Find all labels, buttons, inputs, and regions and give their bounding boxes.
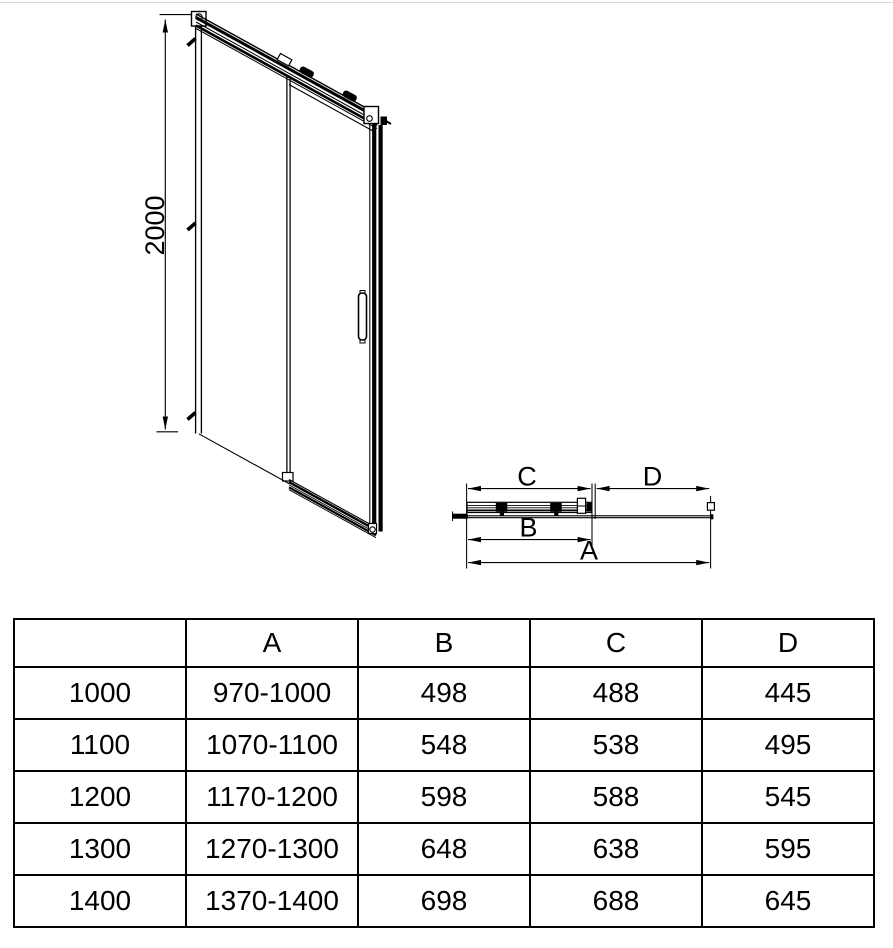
fixed-panel-bottom-edge [199,434,290,484]
table-cell: 1370-1400 [186,875,358,927]
table-cell: 1100 [14,719,186,771]
plan-right-bracket [707,503,714,511]
divider-foot-bracket [283,473,294,482]
table-cell: 598 [358,771,530,823]
table-cell: 1300 [14,823,186,875]
table-cell: 548 [358,719,530,771]
table-cell: 488 [530,667,702,719]
table-row [14,823,874,875]
header-cell-size [14,619,186,667]
dim-label-a: A [579,535,599,566]
table-cell: 1200 [14,771,186,823]
table-cell: 1000 [14,667,186,719]
table-cell: 698 [358,875,530,927]
dim-label-d: D [642,461,663,492]
table-cell: 495 [702,719,874,771]
table-cell: 970-1000 [186,667,358,719]
plan-roller-left [496,503,508,512]
table-row [14,771,874,823]
size-table [13,618,875,928]
header-cell-d: D [702,619,874,667]
dim-label-c: C [517,461,537,492]
bottom-rail [289,480,377,538]
table-cell: 1400 [14,875,186,927]
dim-label-b: B [519,512,538,543]
wall-anchor-bottom [188,413,196,420]
wall-anchor-top [188,39,196,46]
table-cell: 1270-1300 [186,823,358,875]
table-cell: 645 [702,875,874,927]
table-cell: 595 [702,823,874,875]
rail-end-bracket [381,117,388,126]
table-cell: 545 [702,771,874,823]
table-row [14,875,874,927]
dim-label-2000: 2000 [140,195,170,256]
header-cell-c: C [530,619,702,667]
dimension-c [468,462,591,492]
table-row [14,667,874,719]
plan-view [452,462,714,569]
header-cell-b: B [358,619,530,667]
table-cell: 445 [702,667,874,719]
right-frame [364,107,391,532]
door-handle [359,291,367,344]
table-header-row [14,619,874,667]
front-view [140,12,391,538]
table-cell: 588 [530,771,702,823]
table-cell: 648 [358,823,530,875]
dimension-d [597,462,710,492]
wall-anchor-middle [188,223,196,230]
table-cell: 498 [358,667,530,719]
plan-rail-end [587,503,593,512]
table-cell: 638 [530,823,702,875]
table-cell: 688 [530,875,702,927]
header-cell-a: A [186,619,358,667]
table-cell: 1170-1200 [186,771,358,823]
table-row [14,719,874,771]
table-cell: 538 [530,719,702,771]
table-cell: 1070-1100 [186,719,358,771]
dimension-b [468,513,591,543]
panel-divider [283,77,294,481]
plan-roller-right [550,503,562,512]
plan-wall-profile [452,514,468,519]
left-frame [188,12,207,434]
